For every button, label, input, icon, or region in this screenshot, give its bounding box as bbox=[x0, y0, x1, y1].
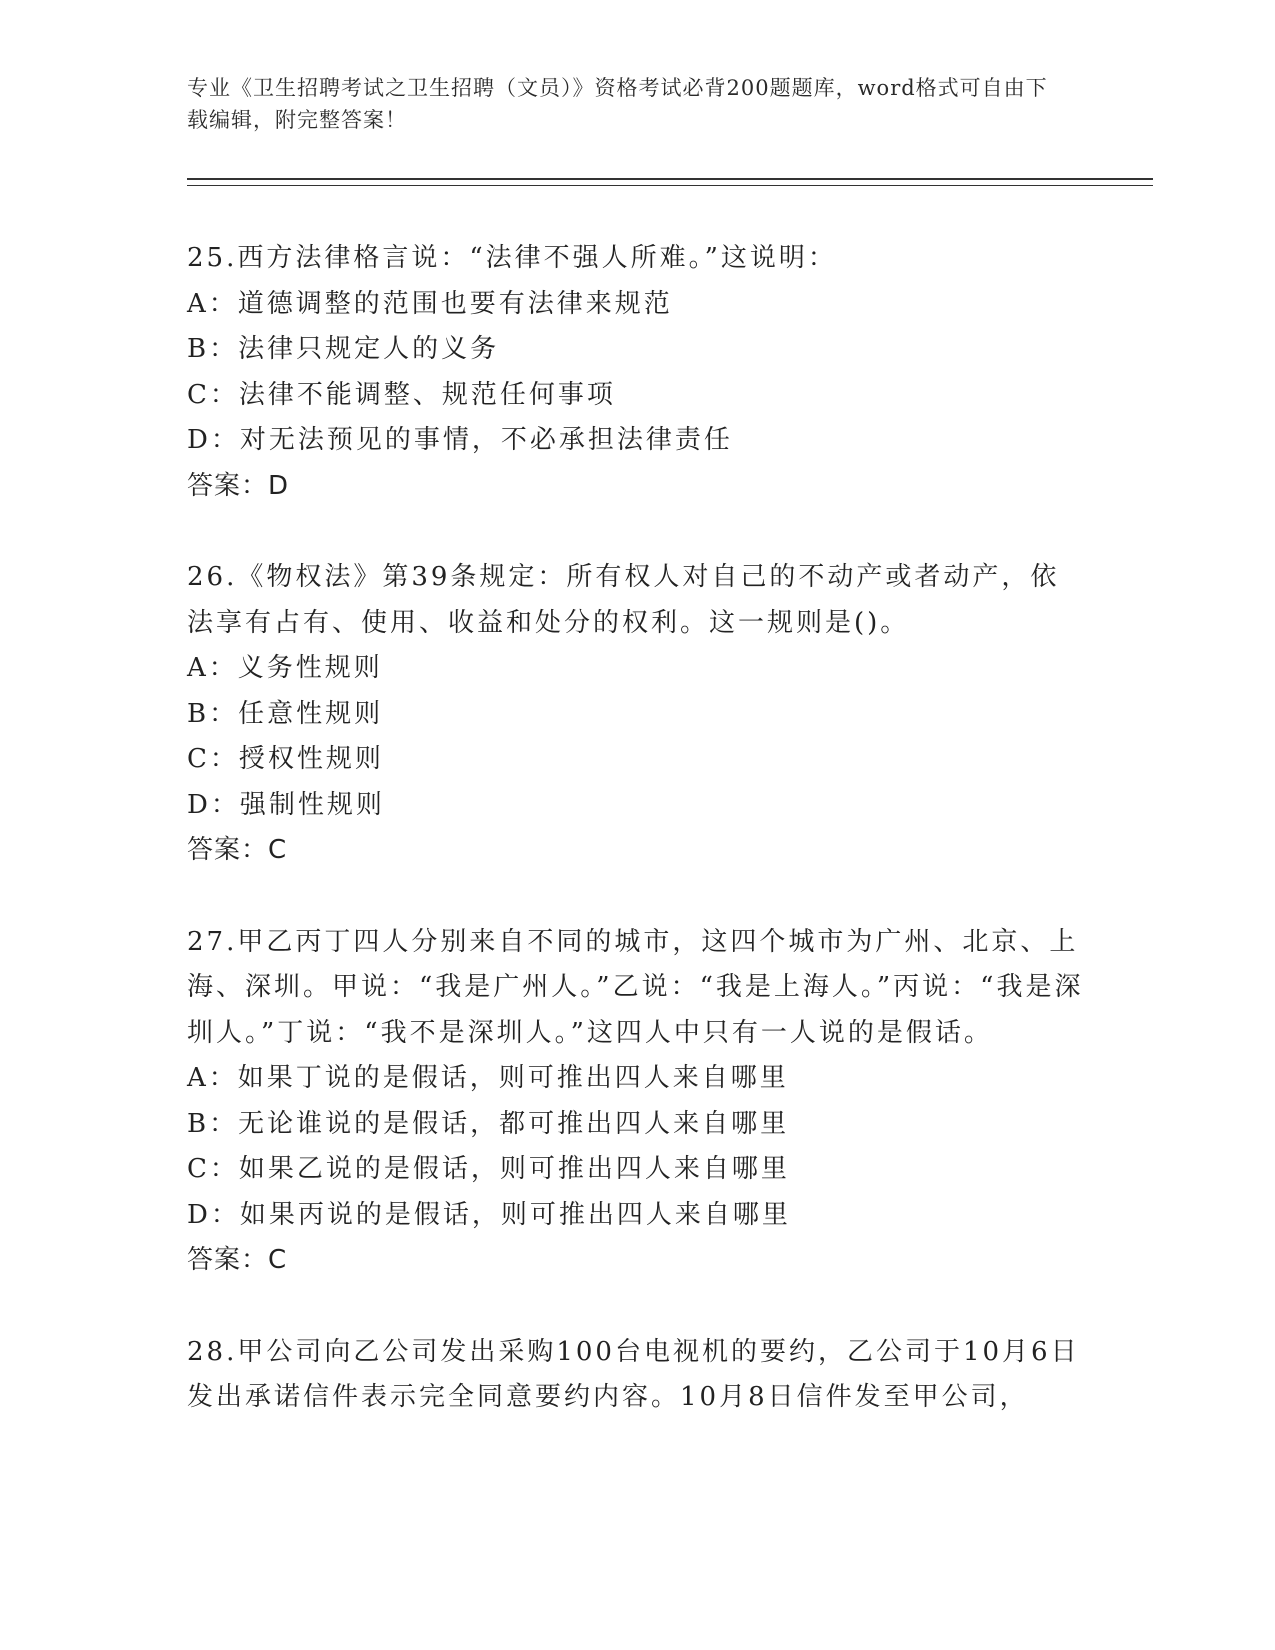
answer-line: 答案：C bbox=[187, 1245, 288, 1275]
question-stem: 26.《物权法》第39条规定：所有权人对自己的不动产或者动产，依法享有占有、使用、收益和处分的权利。这一规则是()。 bbox=[187, 562, 1060, 638]
option-d: D：强制性规则 bbox=[187, 789, 385, 820]
question-stem: 25.西方法律格言说：“法律不强人所难。”这说明： bbox=[187, 243, 837, 273]
option-b: B：无论谁说的是假话，都可推出四人来自哪里 bbox=[187, 1108, 790, 1139]
option-b: B：法律只规定人的义务 bbox=[187, 334, 500, 364]
option-a: A：义务性规则 bbox=[187, 653, 383, 683]
question-28 bbox=[187, 1330, 1087, 1421]
question-26 bbox=[187, 555, 1087, 874]
option-c: C：如果乙说的是假话，则可推出四人来自哪里 bbox=[187, 1154, 790, 1184]
option-d: D：如果丙说的是假话，则可推出四人来自哪里 bbox=[187, 1199, 791, 1230]
header-title: 专业《卫生招聘考试之卫生招聘（文员）》资格考试必背200题题库，word格式可自由下载编辑，附完整答案！ bbox=[187, 76, 1048, 132]
option-b: B：任意性规则 bbox=[187, 698, 384, 729]
question-stem: 28.甲公司向乙公司发出采购100台电视机的要约，乙公司于10月6日发出承诺信件表示完全同意要约内容。10月8日信件发至甲公司， bbox=[187, 1336, 1080, 1412]
question-25 bbox=[187, 236, 1087, 509]
option-d: D：对无法预见的事情，不必承担法律责任 bbox=[187, 425, 733, 455]
document-header bbox=[187, 72, 1067, 136]
question-stem: 27.甲乙丙丁四人分别来自不同的城市，这四个城市为广州、北京、上海、深圳。甲说：“我是广州人。”乙说：“我是上海人。”丙说：“我是深圳人。”丁说：“我不是深圳人。”这四人中只有一人说的是假话。 bbox=[187, 926, 1084, 1048]
answer-line: 答案：D bbox=[187, 470, 290, 501]
option-a: A：如果丁说的是假话，则可推出四人来自哪里 bbox=[187, 1063, 789, 1093]
option-a: A：道德调整的范围也要有法律来规范 bbox=[187, 288, 673, 319]
option-c: C：授权性规则 bbox=[187, 744, 384, 774]
answer-line: 答案：C bbox=[187, 835, 288, 865]
header-divider bbox=[187, 178, 1153, 186]
question-list bbox=[187, 236, 1087, 1467]
option-c: C：法律不能调整、规范任何事项 bbox=[187, 379, 616, 410]
question-27 bbox=[187, 920, 1087, 1284]
